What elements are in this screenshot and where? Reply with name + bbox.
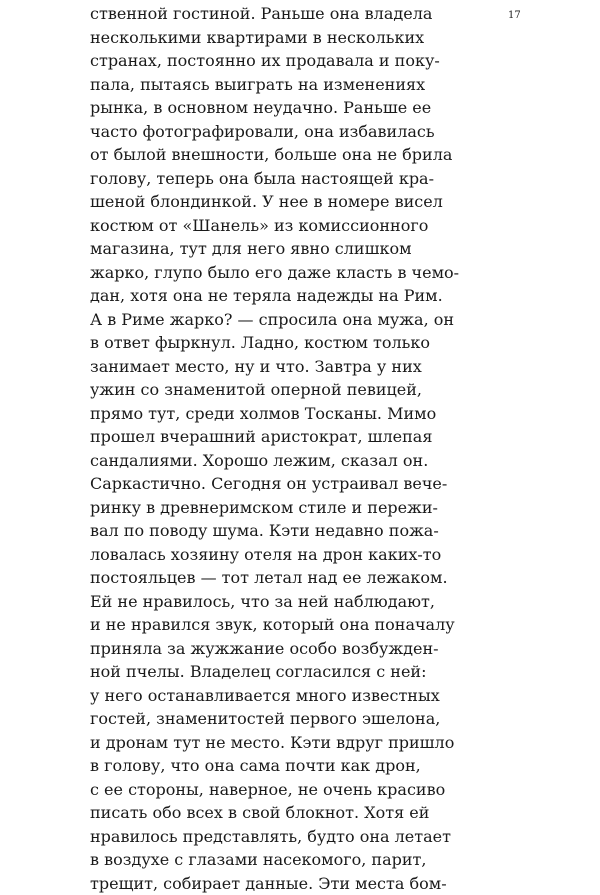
text-line: у него останавливается много известных xyxy=(90,684,530,708)
text-line: ловалась хозяину отеля на дрон каких-то xyxy=(90,543,530,567)
text-line: приняла за жужжание особо возбужден- xyxy=(90,637,530,661)
text-line: странах, постоянно их продавала и поку- xyxy=(90,49,530,73)
text-line: нравилось представлять, будто она летает xyxy=(90,825,530,849)
text-line: жарко, глупо было его даже класть в чемо- xyxy=(90,261,530,285)
text-line: и не нравился звук, который она поначалу xyxy=(90,613,530,637)
text-line: магазина, тут для него явно слишком xyxy=(90,237,530,261)
text-line: ной пчелы. Владелец согласился с ней: xyxy=(90,660,530,684)
text-line: в воздухе с глазами насекомого, парит, xyxy=(90,848,530,872)
text-line: писать обо всех в свой блокнот. Хотя ей xyxy=(90,801,530,825)
text-line: пала, пытаясь выиграть на изменениях xyxy=(90,73,530,97)
text-line: Саркастично. Сегодня он устраивал вече- xyxy=(90,472,530,496)
text-line: в ответ фыркнул. Ладно, костюм только xyxy=(90,331,530,355)
text-line: Ей не нравилось, что за ней наблюдают, xyxy=(90,590,530,614)
text-line: ринку в древнеримском стиле и пережи- xyxy=(90,496,530,520)
text-line: прошел вчерашний аристократ, шлепая xyxy=(90,425,530,449)
text-line: А в Риме жарко? — спросила она мужа, он xyxy=(90,308,530,332)
page-number: 17 xyxy=(508,10,521,21)
text-line: занимает место, ну и что. Завтра у них xyxy=(90,355,530,379)
text-line: несколькими квартирами в нескольких xyxy=(90,26,530,50)
text-line: голову, теперь она была настоящей кра- xyxy=(90,167,530,191)
text-line: костюм от «Шанель» из комиссионного xyxy=(90,214,530,238)
text-line: гостей, знаменитостей первого эшелона, xyxy=(90,707,530,731)
text-line: трещит, собирает данные. Эти места бом- xyxy=(90,872,530,895)
text-line: от былой внешности, больше она не брила xyxy=(90,143,530,167)
text-line: вал по поводу шума. Кэти недавно пожа- xyxy=(90,519,530,543)
body-text xyxy=(90,2,530,895)
text-line: сандалиями. Хорошо лежим, сказал он. xyxy=(90,449,530,473)
text-line: шеной блондинкой. У нее в номере висел xyxy=(90,190,530,214)
text-line: и дронам тут не место. Кэти вдруг пришло xyxy=(90,731,530,755)
text-line: ственной гостиной. Раньше она владела xyxy=(90,2,530,26)
text-line: в голову, что она сама почти как дрон, xyxy=(90,754,530,778)
text-line: прямо тут, среди холмов Тосканы. Мимо xyxy=(90,402,530,426)
text-line: с ее стороны, наверное, не очень красиво xyxy=(90,778,530,802)
text-line: рынка, в основном неудачно. Раньше ее xyxy=(90,96,530,120)
text-line: постояльцев — тот летал над ее лежаком. xyxy=(90,566,530,590)
text-line: часто фотографировали, она избавилась xyxy=(90,120,530,144)
text-line: ужин со знаменитой оперной певицей, xyxy=(90,378,530,402)
text-line: дан, хотя она не теряла надежды на Рим. xyxy=(90,284,530,308)
